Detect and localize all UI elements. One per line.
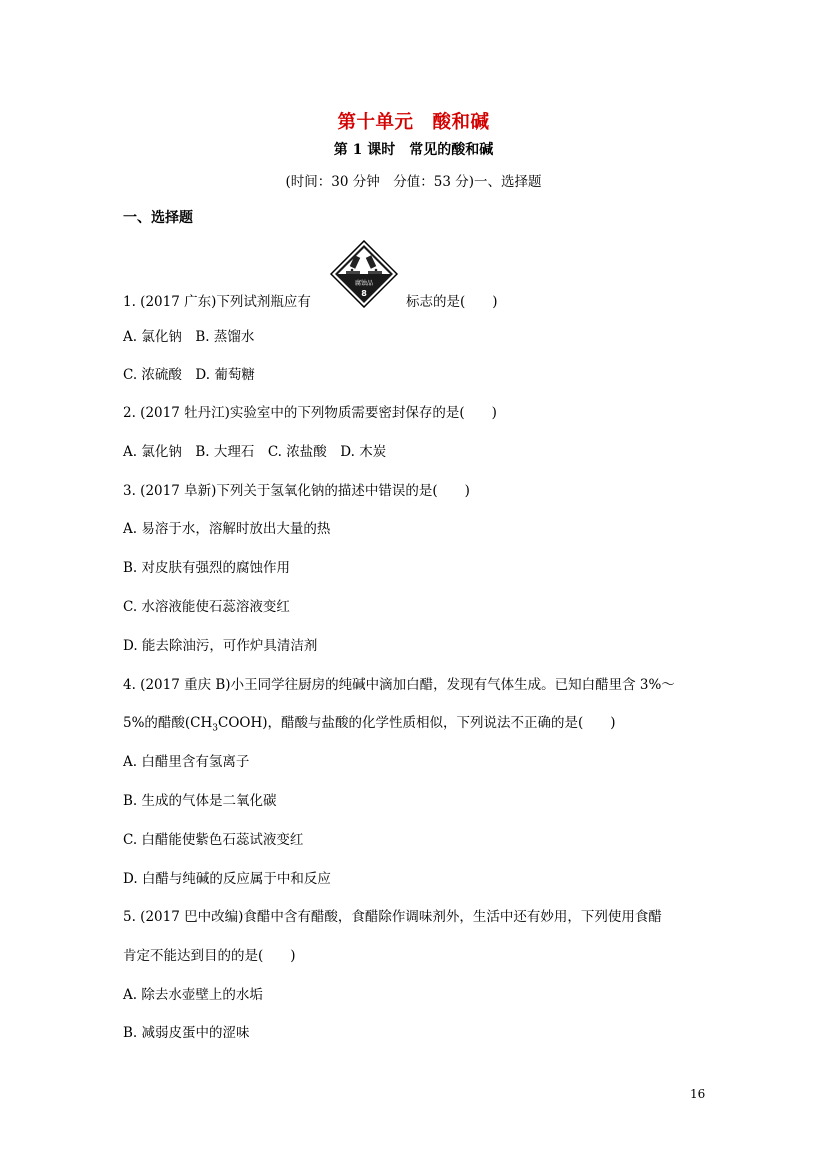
question-3-option-c: C. 水溶液能使石蕊溶液变红 xyxy=(123,599,290,615)
hazard-label: 腐蚀品 xyxy=(354,280,374,287)
question-3-option-b: B. 对皮肤有强烈的腐蚀作用 xyxy=(123,560,291,576)
question-3-option-d: D. 能去除油污，可作炉具清洁剂 xyxy=(123,638,318,654)
corrosive-hazard-icon xyxy=(330,240,398,308)
page-number: 16 xyxy=(690,1087,706,1101)
question-2-options: A. 氯化钠 B. 大理石 C. 浓盐酸 D. 木炭 xyxy=(123,444,387,460)
question-3-stem: 3. (2017 阜新)下列关于氢氧化钠的描述中错误的是( ) xyxy=(123,483,470,499)
question-5-option-a: A. 除去水壶壁上的水垢 xyxy=(123,987,263,1003)
question-4-option-b: B. 生成的气体是二氧化碳 xyxy=(123,793,277,809)
page-title: 第十单元 酸和碱 xyxy=(337,112,490,133)
question-5-stem-line2: 肯定不能达到目的的是( ) xyxy=(123,948,296,964)
question-4-stem-line2: 5%的醋酸$(CH_3COOH)$，醋酸与盐酸的化学性质相似，下列说法不正确的是( ) xyxy=(123,715,616,734)
question-1-stem-start: 1. (2017 广东)下列试剂瓶应有 xyxy=(123,294,311,310)
question-4-stem-line1: 4. (2017 重庆 B)小王同学往厨房的纯碱中滴加白醋，发现有气体生成。已知白醋里含 3%～ xyxy=(123,677,675,693)
hazard-class-number: 8 xyxy=(361,289,367,298)
question-4-option-a: A. 白醋里含有氢离子 xyxy=(123,754,250,770)
question-2-stem: 2. (2017 牡丹江)实验室中的下列物质需要密封保存的是( ) xyxy=(123,405,497,421)
section-heading: 一、选择题 xyxy=(123,210,193,226)
question-4-option-c: C. 白醋能使紫色石蕊试液变红 xyxy=(123,832,304,848)
question-5-stem-line1: 5. (2017 巴中改编)食醋中含有醋酸，食醋除作调味剂外，生活中还有妙用，下列使用食醋 xyxy=(123,909,662,925)
question-5-option-b: B. 减弱皮蛋中的涩味 xyxy=(123,1025,250,1041)
question-1-options-cd: C. 浓硫酸 D. 葡萄糖 xyxy=(123,367,255,383)
question-3-option-a: A. 易溶于水，溶解时放出大量的热 xyxy=(123,521,331,537)
time-score-info: (时间：30 分钟 分值：53 分)一、选择题 xyxy=(285,174,542,190)
lesson-subtitle: 第 1 课时 常见的酸和碱 xyxy=(333,142,494,158)
question-1-options-ab: A. 氯化钠 B. 蒸馏水 xyxy=(123,329,255,345)
question-4-option-d: D. 白醋与纯碱的反应属于中和反应 xyxy=(123,871,331,887)
question-1-stem-end: 标志的是( ) xyxy=(406,294,498,310)
